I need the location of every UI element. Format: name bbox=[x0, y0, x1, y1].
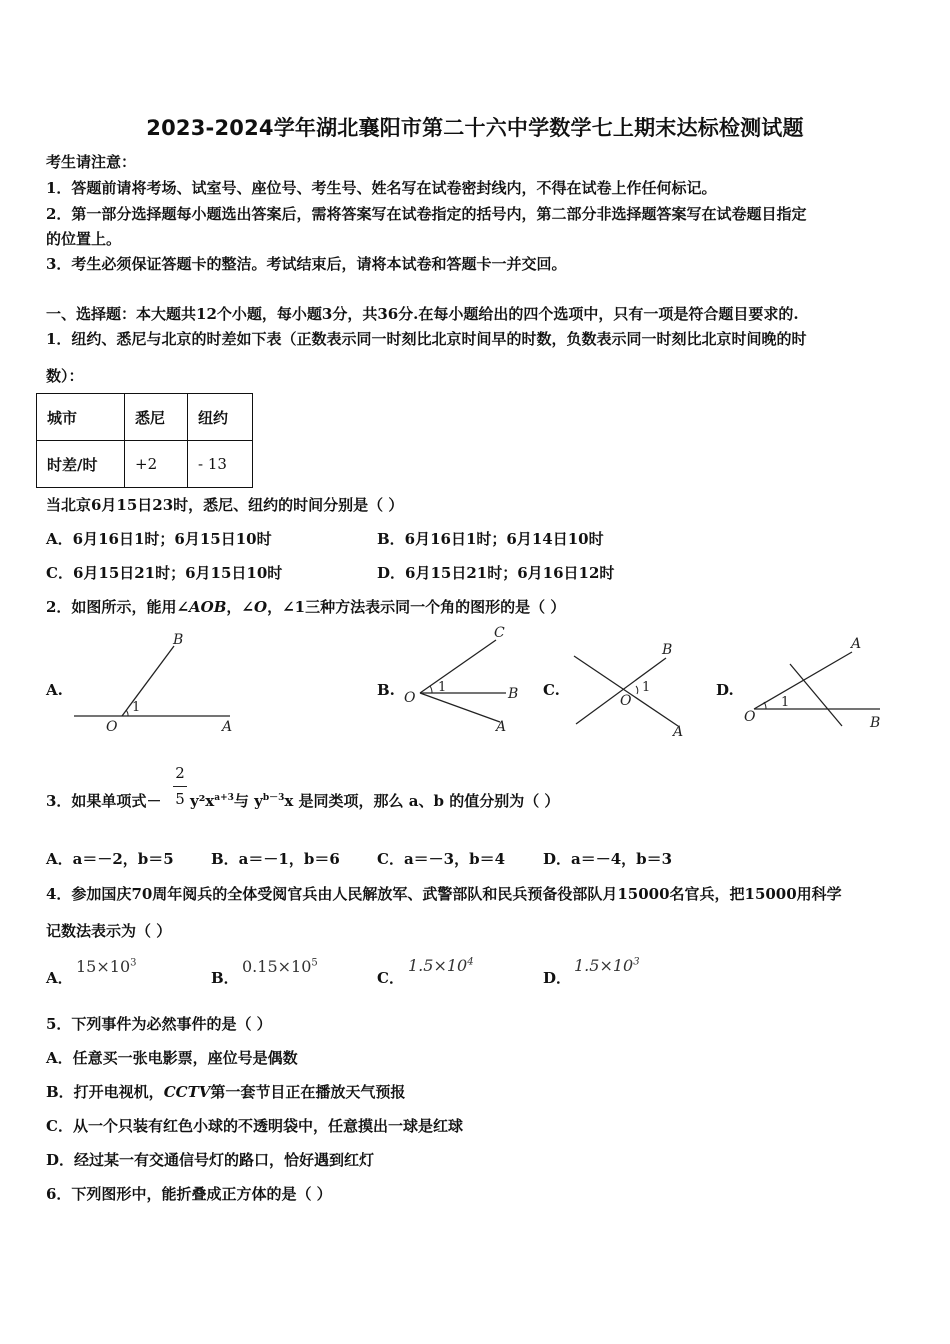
fig-label: A bbox=[496, 719, 507, 735]
fig-label: B bbox=[662, 642, 673, 658]
fig-label: B bbox=[173, 632, 184, 648]
page-title: 2023-2024学年湖北襄阳市第二十六中学数学七上期末达标检测试题 bbox=[146, 116, 804, 140]
q3-option-b: B．a＝－1，b＝6 bbox=[211, 850, 340, 868]
q1-question: 当北京6月15日23时，悉尼、纽约的时间分别是（ ） bbox=[46, 496, 404, 514]
q5-option-d: D．经过某一有交通信号灯的路口，恰好遇到红灯 bbox=[46, 1151, 375, 1169]
q4-exp: 3 bbox=[633, 956, 640, 968]
q2-prefix: 2．如图所示，能用 bbox=[46, 598, 177, 616]
q4-exp: 4 bbox=[467, 956, 474, 968]
q3-y: y²x bbox=[190, 792, 215, 810]
q3-mid: 与 y bbox=[233, 792, 263, 810]
q3-fraction-denominator: 5 bbox=[175, 790, 185, 808]
q3-fraction-numerator: 2 bbox=[175, 764, 185, 782]
q4-line2: 记数法表示为（ ） bbox=[46, 922, 172, 940]
q3-option-c: C．a＝－3，b＝4 bbox=[377, 850, 506, 868]
table-header-row bbox=[37, 394, 253, 441]
fig-label: O bbox=[404, 690, 416, 706]
q4-base: 0.15×10 bbox=[242, 957, 312, 976]
fig-label: A bbox=[851, 636, 862, 652]
q4-option-c-value bbox=[408, 956, 474, 975]
table-cell: 城市 bbox=[37, 394, 125, 441]
q4-exp: 5 bbox=[311, 957, 318, 969]
fig-label: 1 bbox=[438, 680, 447, 695]
q5-b-cctv: CCTV bbox=[163, 1083, 211, 1101]
q1-option-d: D．6月15日21时；6月16日12时 bbox=[377, 564, 615, 582]
q2-question bbox=[46, 596, 565, 617]
q3-suffix: x 是同类项，那么 a、b 的值分别为（ ） bbox=[284, 792, 560, 810]
q2-sep: ， bbox=[267, 598, 283, 616]
figure-c-diagram bbox=[566, 636, 696, 740]
q1-option-c: C．6月15日21时；6月15日10时 bbox=[46, 564, 283, 582]
fig-label: 1 bbox=[132, 700, 141, 715]
q1-line2: 数）： bbox=[46, 367, 84, 385]
q6-question: 6．下列图形中，能折叠成正方体的是（ ） bbox=[46, 1185, 332, 1203]
q4-base: 1.5×10 bbox=[408, 956, 468, 975]
fig-label: A bbox=[222, 719, 233, 735]
q3-prefix: 3．如果单项式－ bbox=[46, 792, 162, 810]
q1-option-b: B．6月16日1时；6月14日10时 bbox=[377, 530, 604, 548]
q5-option-b bbox=[46, 1081, 405, 1102]
q2-angle-aob: ∠AOB bbox=[176, 598, 227, 616]
table-cell: - 13 bbox=[188, 441, 253, 488]
fig-label: 1 bbox=[781, 695, 790, 710]
q2-label-c: C. bbox=[543, 681, 560, 699]
q3-option-d: D．a＝－4，b＝3 bbox=[543, 850, 673, 868]
fig-label: C bbox=[494, 625, 505, 641]
q2-sep: ， bbox=[226, 598, 242, 616]
figure-b-diagram bbox=[398, 624, 528, 736]
notice-heading: 考生请注意： bbox=[46, 153, 137, 171]
q4-label-a: A． bbox=[46, 969, 73, 987]
figure-d-diagram bbox=[740, 630, 890, 734]
q2-label-a: A. bbox=[46, 681, 63, 699]
q2-label-d: D. bbox=[716, 681, 734, 699]
fig-label: B bbox=[870, 715, 881, 731]
table-row bbox=[37, 441, 253, 488]
table-cell: 时差/时 bbox=[37, 441, 125, 488]
q3-exp1: a+3 bbox=[214, 793, 234, 803]
notice-item-2-cont: 的位置上。 bbox=[46, 230, 122, 248]
q4-option-a-value bbox=[76, 957, 137, 976]
q4-label-c: C． bbox=[377, 969, 404, 987]
notice-item-2: 2．第一部分选择题每小题选出答案后，需将答案写在试卷指定的括号内，第二部分非选择题答案写在试卷题目指定 bbox=[46, 205, 807, 223]
notice-item-3: 3．考生必须保证答题卡的整洁。考试结束后，请将本试卷和答题卡一并交回。 bbox=[46, 255, 567, 273]
notice-item-1: 1．答题前请将考场、试室号、座位号、考生号、姓名写在试卷密封线内，不得在试卷上作任何标记。 bbox=[46, 179, 717, 197]
q1-line1: 1．纽约、悉尼与北京的时差如下表（正数表示同一时刻比北京时间早的时数，负数表示同一时刻比北京时间晚的时 bbox=[46, 330, 807, 348]
q5-b-prefix: B．打开电视机， bbox=[46, 1083, 164, 1101]
q4-option-b-value bbox=[242, 957, 318, 976]
q3-monomial bbox=[190, 790, 559, 811]
q3-exp2: b－3 bbox=[262, 793, 285, 803]
q2-suffix: 三种方法表示同一个角的图形的是（ ） bbox=[305, 598, 566, 616]
q5-b-suffix: 第一套节目正在播放天气预报 bbox=[210, 1083, 406, 1101]
table-cell: 悉尼 bbox=[125, 394, 188, 441]
table-cell: 纽约 bbox=[188, 394, 253, 441]
q5-option-a: A．任意买一张电影票，座位号是偶数 bbox=[46, 1049, 298, 1067]
q4-base: 1.5×10 bbox=[574, 956, 634, 975]
q4-exp: 3 bbox=[130, 957, 137, 969]
fig-label: B bbox=[508, 686, 519, 702]
q4-option-d-value bbox=[574, 956, 640, 975]
q3-option-a: A．a＝－2，b＝5 bbox=[46, 850, 174, 868]
q4-label-d: D． bbox=[543, 969, 572, 987]
fig-label: A bbox=[673, 724, 684, 740]
q2-angle-1: ∠1 bbox=[282, 598, 306, 616]
q2-angle-o: ∠O bbox=[241, 598, 268, 616]
fig-label: O bbox=[106, 719, 118, 735]
fig-label: 1 bbox=[642, 680, 651, 695]
q5-question: 5．下列事件为必然事件的是（ ） bbox=[46, 1015, 272, 1033]
q4-label-b: B． bbox=[211, 969, 239, 987]
q3-fraction-bar bbox=[173, 786, 187, 787]
section-heading: 一、选择题：本大题共12个小题，每小题3分，共36分.在每小题给出的四个选项中，只有一项是符合题目要求的. bbox=[46, 305, 799, 323]
q2-label-b: B. bbox=[377, 681, 395, 699]
time-difference-table bbox=[36, 393, 253, 488]
q4-line1: 4．参加国庆70周年阅兵的全体受阅官兵由人民解放军、武警部队和民兵预备役部队月15000名官兵，把15000用科学 bbox=[46, 885, 842, 903]
q4-base: 15×10 bbox=[76, 957, 131, 976]
fig-label: O bbox=[620, 693, 632, 709]
q1-option-a: A．6月16日1时；6月15日10时 bbox=[46, 530, 272, 548]
figure-a-diagram bbox=[70, 628, 240, 738]
table-cell: +2 bbox=[125, 441, 188, 488]
fig-label: O bbox=[744, 709, 756, 725]
q5-option-c: C．从一个只装有红色小球的不透明袋中，任意摸出一球是红球 bbox=[46, 1117, 463, 1135]
